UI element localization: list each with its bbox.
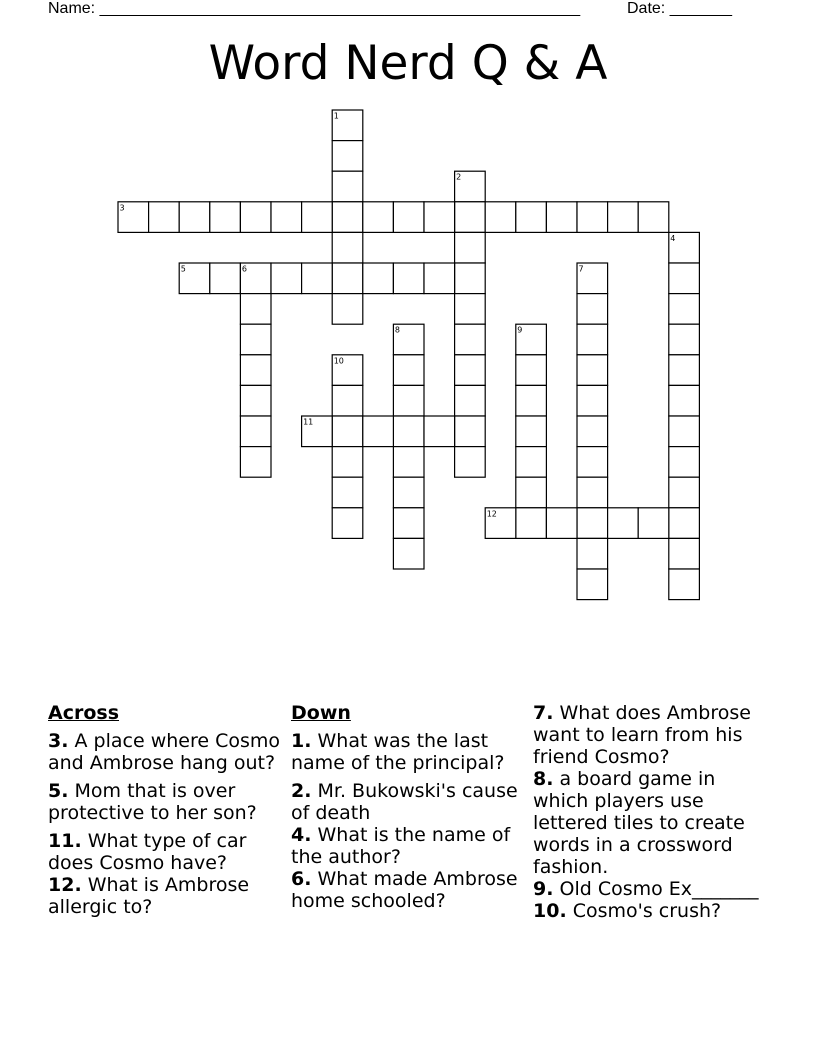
grid-cell[interactable]: [669, 477, 700, 508]
down-clues-continued: [533, 702, 773, 922]
grid-cell[interactable]: [240, 355, 271, 386]
grid-cell[interactable]: [516, 355, 547, 386]
down-heading: Down: [291, 702, 351, 724]
clue-down-7: 7. What does Ambrose want to learn from his friend Cosmo?: [533, 702, 751, 768]
grid-cell[interactable]: [577, 477, 608, 508]
grid-cell[interactable]: [516, 385, 547, 416]
puzzle-title: Word Nerd Q & A: [208, 36, 608, 91]
grid-cell[interactable]: [638, 508, 669, 539]
grid-cell[interactable]: [516, 416, 547, 447]
grid-cell[interactable]: [393, 416, 424, 447]
clue-number-12: 12: [486, 509, 497, 519]
grid-cell[interactable]: [577, 508, 608, 539]
grid-cell[interactable]: [669, 569, 700, 600]
grid-cell[interactable]: [424, 263, 455, 294]
clue-number-2: 2: [456, 172, 462, 182]
clue-across-3: 3. A place where Cosmo and Ambrose hang out?: [48, 730, 281, 774]
clue-number-10: 10: [333, 356, 344, 366]
grid-cell[interactable]: [669, 355, 700, 386]
grid-cell[interactable]: [332, 508, 363, 539]
grid-cell[interactable]: [669, 385, 700, 416]
grid-cell[interactable]: [669, 538, 700, 569]
across-heading: Across: [48, 702, 120, 724]
across-clues: [48, 702, 280, 924]
name-field: Name: ______________________________________________________: [48, 0, 581, 17]
clue-down-9: 9. Old Cosmo Ex_______: [533, 878, 759, 900]
grid-cell[interactable]: [240, 324, 271, 355]
grid-cell[interactable]: [669, 447, 700, 478]
grid-cell[interactable]: [393, 447, 424, 478]
grid-cell[interactable]: [638, 202, 669, 233]
clue-number-7: 7: [578, 264, 584, 274]
grid-cell[interactable]: [669, 416, 700, 447]
grid-cell[interactable]: [608, 202, 639, 233]
clue-number-8: 8: [394, 325, 400, 335]
grid-cell[interactable]: [577, 355, 608, 386]
grid-cell[interactable]: [424, 416, 455, 447]
grid-cell[interactable]: [577, 294, 608, 325]
grid-cell[interactable]: [363, 263, 394, 294]
grid-cell[interactable]: [546, 202, 577, 233]
grid-cell[interactable]: [577, 324, 608, 355]
grid-cell[interactable]: [332, 202, 363, 233]
grid-cell[interactable]: [455, 385, 486, 416]
grid-cell[interactable]: [393, 477, 424, 508]
grid-cell[interactable]: [516, 477, 547, 508]
grid-cell[interactable]: [577, 385, 608, 416]
grid-cell[interactable]: [393, 355, 424, 386]
grid-cell[interactable]: [669, 508, 700, 539]
grid-cell[interactable]: [455, 294, 486, 325]
clue-number-1: 1: [333, 111, 339, 121]
grid-cell[interactable]: [393, 508, 424, 539]
grid-cell[interactable]: [393, 263, 424, 294]
grid-cell[interactable]: [240, 385, 271, 416]
down-clues: [291, 702, 527, 918]
grid-cell[interactable]: [271, 263, 302, 294]
clue-number-5: 5: [180, 264, 186, 274]
grid-cell[interactable]: [669, 324, 700, 355]
grid-cell[interactable]: [332, 232, 363, 263]
grid-cell[interactable]: [577, 538, 608, 569]
grid-cell[interactable]: [546, 508, 577, 539]
grid-cell[interactable]: [240, 416, 271, 447]
grid-cell[interactable]: [455, 355, 486, 386]
grid-cell[interactable]: [240, 447, 271, 478]
grid-cell[interactable]: [332, 447, 363, 478]
grid-cell[interactable]: [240, 202, 271, 233]
grid-cell[interactable]: [608, 508, 639, 539]
clue-across-5: 5. Mom that is over protective to her son?: [48, 780, 257, 824]
grid-cell[interactable]: [393, 202, 424, 233]
grid-cell[interactable]: [179, 202, 210, 233]
clue-number-4: 4: [670, 233, 676, 243]
grid-cell[interactable]: [455, 324, 486, 355]
clue-number-3: 3: [119, 203, 125, 213]
grid-cell[interactable]: [332, 385, 363, 416]
clue-down-1: 1. What was the last name of the principal?: [291, 730, 505, 774]
grid-cell[interactable]: [577, 447, 608, 478]
grid-cell[interactable]: [455, 263, 486, 294]
grid-cell[interactable]: [485, 202, 516, 233]
grid-cell[interactable]: [271, 202, 302, 233]
grid-cell[interactable]: [455, 232, 486, 263]
clue-down-6: 6. What made Ambrose home schooled?: [291, 868, 518, 912]
grid-cell[interactable]: [210, 263, 241, 294]
grid-cell[interactable]: [669, 263, 700, 294]
clue-down-4: 4. What is the name of the author?: [291, 824, 511, 868]
grid-cell[interactable]: [149, 202, 180, 233]
date-field: Date: _______: [627, 0, 732, 17]
grid-cell[interactable]: [577, 416, 608, 447]
grid-cell[interactable]: [577, 202, 608, 233]
clue-down-8: 8. a board game in which players use lettered tiles to create words in a crossword fashion.: [533, 768, 745, 878]
grid-cell[interactable]: [424, 202, 455, 233]
grid-cell[interactable]: [210, 202, 241, 233]
grid-cell[interactable]: [363, 416, 394, 447]
grid-cell[interactable]: [516, 202, 547, 233]
grid-cell[interactable]: [455, 202, 486, 233]
grid-cell[interactable]: [393, 538, 424, 569]
grid-cell[interactable]: [332, 141, 363, 172]
grid-cell[interactable]: [332, 416, 363, 447]
clue-across-11: 11. What type of car does Cosmo have?: [48, 830, 247, 874]
grid-cell[interactable]: [332, 294, 363, 325]
grid-cell[interactable]: [302, 202, 333, 233]
grid-cell[interactable]: [332, 263, 363, 294]
grid-cell[interactable]: [363, 202, 394, 233]
clue-down-10: 10. Cosmo's crush?: [533, 900, 722, 922]
grid-cell[interactable]: [393, 385, 424, 416]
clue-number-9: 9: [517, 325, 523, 335]
grid-cell[interactable]: [669, 294, 700, 325]
clue-number-11: 11: [303, 417, 314, 427]
clue-across-12: 12. What is Ambrose allergic to?: [48, 874, 250, 918]
grid-cell[interactable]: [302, 263, 333, 294]
grid-cell[interactable]: [240, 294, 271, 325]
grid-cell[interactable]: [332, 171, 363, 202]
grid-cell[interactable]: [577, 569, 608, 600]
grid-cell[interactable]: [516, 508, 547, 539]
grid-cell[interactable]: [455, 447, 486, 478]
grid-cell[interactable]: [455, 416, 486, 447]
grid-cell[interactable]: [332, 477, 363, 508]
clue-down-2: 2. Mr. Bukowski's cause of death: [291, 780, 518, 824]
clue-number-6: 6: [241, 264, 247, 274]
grid-cell[interactable]: [516, 447, 547, 478]
